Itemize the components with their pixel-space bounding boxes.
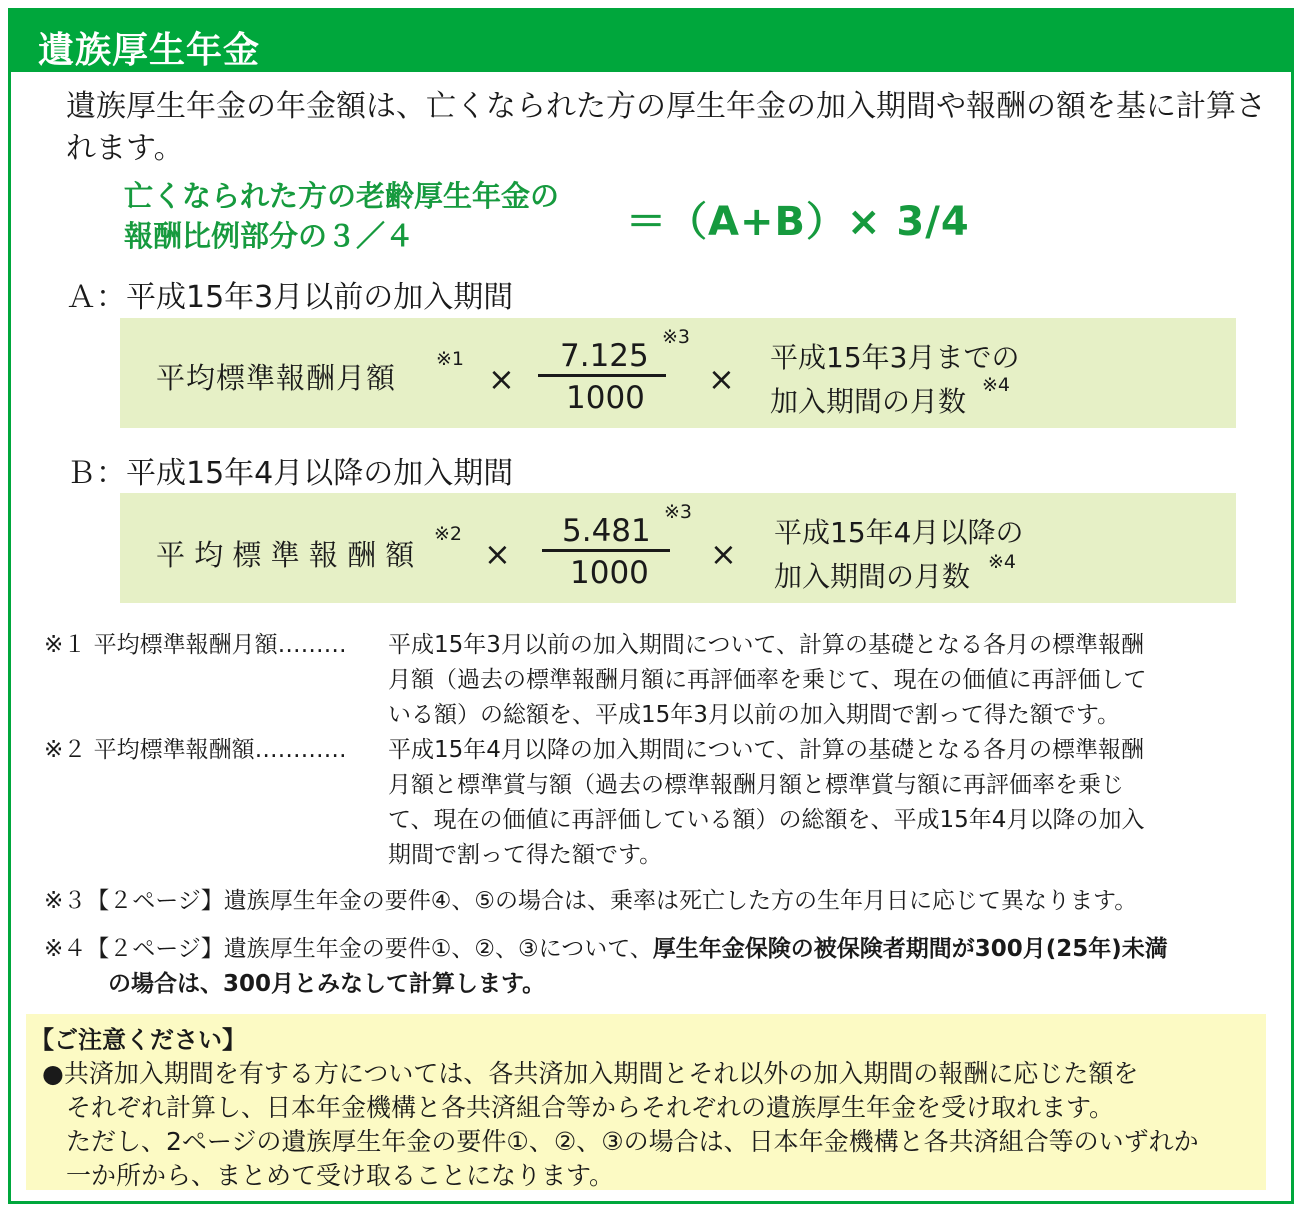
b-term-ref: ※2 xyxy=(434,523,463,545)
note-2-line4: 期間で割って得た額です。 xyxy=(388,842,663,868)
section-header xyxy=(8,8,1294,72)
formula-left-line2: 報酬比例部分の３／４ xyxy=(124,219,415,253)
a-denominator: 1000 xyxy=(566,380,645,416)
caution-title: 【ご注意ください】 xyxy=(30,1026,246,1054)
b-months-line2: 加入期間の月数 xyxy=(774,560,971,593)
a-months-ref: ※4 xyxy=(982,374,1011,396)
caution-line-3: ただし、2ページの遺族厚生年金の要件①、②、③の場合は、日本年金機構と各共済組合等のいずれか xyxy=(66,1127,1199,1156)
formula-left-line1: 亡くなられた方の老齢厚生年金の xyxy=(124,179,560,213)
a-term-ref: ※1 xyxy=(436,348,465,370)
caution-line-4: 一か所から、まとめて受け取ることになります。 xyxy=(66,1161,615,1190)
note-4-bold-1: 厚生年金保険の被保険者期間が300月(25年)未満 xyxy=(652,936,1168,962)
formula-b-box xyxy=(120,493,1236,603)
a-numerator-ref: ※3 xyxy=(662,326,691,348)
a-term: 平均標準報酬月額 xyxy=(156,361,397,395)
a-times-2: × xyxy=(708,360,735,398)
b-fraction-bar xyxy=(542,549,670,552)
b-denominator: 1000 xyxy=(570,555,649,591)
note-1-line3: いる額）の総額を、平成15年3月以前の加入期間で割って得た額です。 xyxy=(388,702,1121,728)
formula-a-box xyxy=(120,318,1236,428)
intro-text: 遺族厚生年金の年金額は、亡くなられた方の厚生年金の加入期間や報酬の額を基に計算されます。 xyxy=(66,89,1266,166)
b-times-2: × xyxy=(710,535,737,573)
b-times-1: × xyxy=(484,535,511,573)
b-numerator: 5.481 xyxy=(562,513,651,549)
caution-line-2: それぞれ計算し、日本年金機構と各共済組合等からそれぞれの遺族厚生年金を受け取れます。 xyxy=(66,1093,1115,1122)
a-months-line2: 加入期間の月数 xyxy=(770,385,967,418)
note-2-line2: 月額と標準賞与額（過去の標準報酬月額と標準賞与額に再評価率を乗じ xyxy=(388,772,1124,798)
note-2-line1: 平成15年4月以降の加入期間について、計算の基礎となる各月の標準報酬 xyxy=(388,737,1144,763)
a-fraction-bar xyxy=(538,374,666,377)
b-months-ref: ※4 xyxy=(988,551,1017,573)
note-1-label: ※１ 平均標準報酬月額……… xyxy=(44,632,347,658)
a-times-1: × xyxy=(488,360,515,398)
note-4-plain: ※４【２ページ】遺族厚生年金の要件①、②、③について、 xyxy=(44,936,653,962)
b-months-line1: 平成15年4月以降の xyxy=(774,516,1024,549)
note-1-line1: 平成15年3月以前の加入期間について、計算の基礎となる各月の標準報酬 xyxy=(388,632,1144,658)
formula-right: ＝（A+B）× 3/4 xyxy=(626,199,970,245)
a-months-line1: 平成15年3月までの xyxy=(770,341,1020,374)
note-4-line1 xyxy=(44,932,1168,967)
a-numerator: 7.125 xyxy=(560,338,649,374)
section-title: 遺族厚生年金 xyxy=(38,30,261,71)
note-2-label: ※２ 平均標準報酬額………… xyxy=(44,737,347,763)
note-2-line3: て、現在の価値に再評価している額）の総額を、平成15年4月以降の加入 xyxy=(388,807,1145,833)
note-1-line2: 月額（過去の標準報酬月額に再評価率を乗じて、現在の価値に再評価して xyxy=(388,667,1147,693)
caution-box xyxy=(26,1014,1266,1190)
section-b-label: Ｂ：平成15年4月以降の加入期間 xyxy=(66,456,514,491)
note-3: ※３【２ページ】遺族厚生年金の要件④、⑤の場合は、乗率は死亡した方の生年月日に応じて異なります。 xyxy=(44,888,1138,914)
section-a-label: Ａ：平成15年3月以前の加入期間 xyxy=(66,280,514,315)
b-numerator-ref: ※3 xyxy=(664,501,693,523)
caution-line-1: ●共済加入期間を有する方については、各共済加入期間とそれ以外の加入期間の報酬に応じた額を xyxy=(42,1059,1139,1088)
note-4-bold-2: の場合は、300月とみなして計算します。 xyxy=(108,971,546,997)
b-term: 平 均 標 準 報 酬 額 xyxy=(156,538,415,572)
